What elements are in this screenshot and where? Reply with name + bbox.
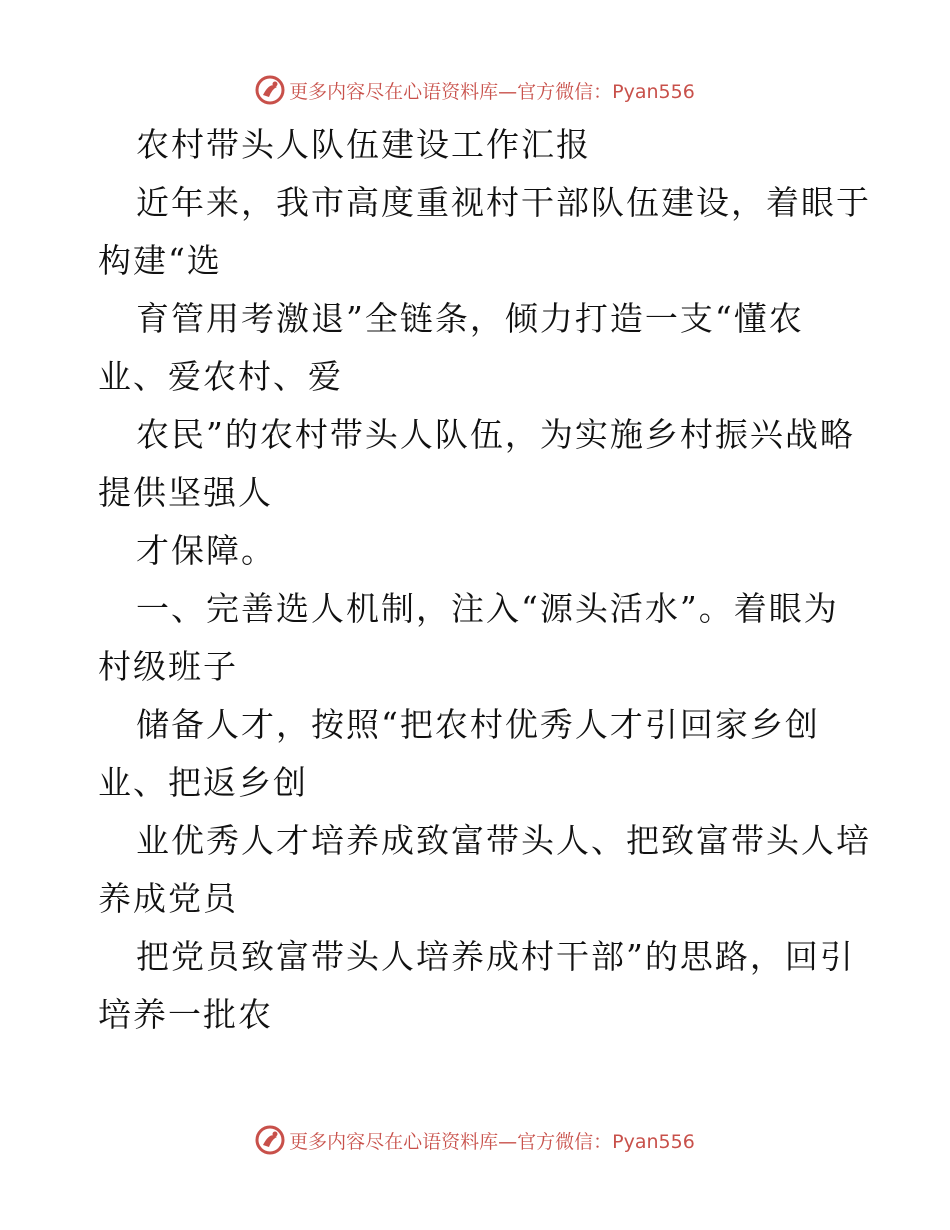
- document-title: 农村带头人队伍建设工作汇报: [136, 125, 591, 164]
- red-swirl-logo-icon: [255, 75, 285, 105]
- paragraph-line: 业、把返乡创: [98, 763, 308, 802]
- paragraph-line: 业、爱农村、爱: [98, 357, 343, 396]
- paragraph-line: 农民”的农村带头人队伍，为实施乡村振兴战略: [136, 415, 855, 454]
- paragraph-line: 构建“选: [98, 241, 222, 280]
- paragraph-line: 业优秀人才培养成致富带头人、把致富带头人培: [136, 821, 871, 860]
- footer-watermark-text: 更多内容尽在心语资料库—官方微信：Pyan556: [289, 1130, 695, 1153]
- paragraph-line: 养成党员: [98, 879, 238, 918]
- paragraph-line: 储备人才，按照“把农村优秀人才引回家乡创: [136, 705, 820, 744]
- paragraph-line: 育管用考激退”全链条，倾力打造一支“懂农: [136, 299, 804, 338]
- footer-watermark: [0, 1120, 950, 1160]
- section-heading-line: 一、完善选人机制，注入“源头活水”。着眼为: [136, 589, 839, 628]
- paragraph-line: 把党员致富带头人培养成村干部”的思路，回引: [136, 937, 855, 976]
- header-watermark: [0, 70, 950, 110]
- paragraph-line: 培养一批农: [98, 995, 273, 1034]
- red-swirl-logo-icon: [255, 1125, 285, 1155]
- paragraph-line: 近年来，我市高度重视村干部队伍建设，着眼于: [136, 183, 871, 222]
- paragraph-line: 提供坚强人: [98, 473, 273, 512]
- header-watermark-text: 更多内容尽在心语资料库—官方微信：Pyan556: [289, 80, 695, 103]
- paragraph-line: 村级班子: [98, 647, 238, 686]
- paragraph-line: 才保障。: [136, 531, 276, 570]
- document-body: [98, 116, 871, 1044]
